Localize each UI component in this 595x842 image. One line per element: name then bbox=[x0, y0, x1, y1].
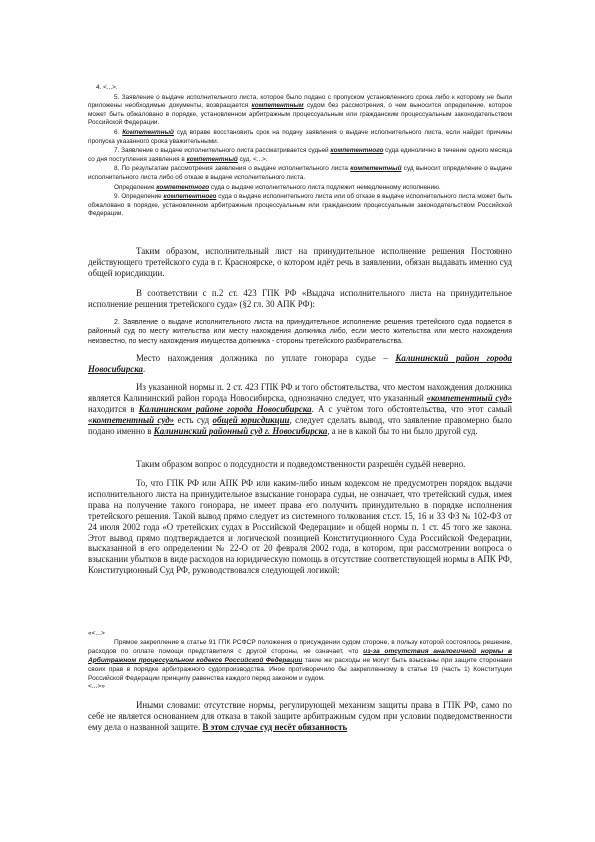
list-item-5 bbox=[88, 94, 512, 128]
text: , следует сделать вывод, что заявление правомерно было подано именно в bbox=[88, 414, 512, 436]
text: находится в bbox=[88, 403, 139, 414]
court-ruling-quote bbox=[88, 630, 512, 692]
keyword-competent: компетентный bbox=[186, 155, 238, 163]
list-item-4: 4. <...>. bbox=[96, 84, 118, 91]
quote-highlight: из-за отсутствия аналогичной нормы в Арбитражном процессуальном кодексе Российской Федерации bbox=[88, 647, 512, 664]
text: судом без рассмотрения, о чем выносится определение, которое может быть обжаловано в порядке, установленном арбитражным процессуальным или гражданским процессуальным законодательством Российской Федерации. bbox=[88, 102, 512, 127]
paragraph-in-other-words bbox=[88, 700, 512, 733]
text: суд вправе восстановить срок на подачу заявления о выдаче исполнительного листа, если найдет причины пропуска указанного срока уважительными. bbox=[88, 128, 513, 145]
paragraph-conclusion-1: Таким образом, исполнительный лист на принудительное исполнение решения Постоянно действующего третейского суда в г. Красноярске, о котором идёт речь в заявлении, обязан выдавать именно суд общей юрисдикции. bbox=[88, 246, 512, 278]
text: суд. <...>. bbox=[237, 155, 268, 163]
text: суда о выдаче исполнительного листа подлежит немедленному исполнению. bbox=[209, 183, 441, 191]
text: 6. bbox=[114, 128, 123, 136]
keyword-competent: компетентного bbox=[330, 147, 384, 155]
list-item-8-cont bbox=[88, 184, 512, 193]
list-item-8 bbox=[88, 165, 512, 182]
text: есть суд bbox=[174, 414, 213, 425]
court-name-highlight: Калининский районный суд г. Новосибирска bbox=[153, 425, 328, 436]
keyword-competent: компетентного bbox=[163, 193, 217, 201]
paragraph-verdict: Таким образом вопрос о подсудности и подведомственности разрешён судьёй неверно. bbox=[136, 459, 466, 469]
keyword-competent: компетентным bbox=[251, 102, 304, 110]
paragraph-article-quote: 2. Заявление о выдаче исполнительного листа на принудительное исполнение решения третейского суда подается в районный суд по месту жительства или месту нахождения должника либо, если место жительства или место нахождения неизвестно, по месту нахождения имущества должника - стороны третейского разбирательства. bbox=[88, 319, 512, 345]
text: суда о выдаче исполнительного листа или об отказе в выдаче исполнительного листа может быть обжаловано в порядке, установленном арбитражным процессуальным или гражданским процессуальным законодательством Российской Федерации. bbox=[88, 193, 512, 218]
text: Иными словами: отсутствие нормы, регулирующей механизм защиты права в ГПК РФ, само по себе не является основанием для отказа в такой защите арбитражным судом при условии подведомственности ему дела о названной защите. bbox=[88, 700, 512, 732]
text: суд выносит определение о выдаче исполнительного листа либо об отказе в выдаче исполнительного листа. bbox=[88, 165, 513, 181]
law-items-block bbox=[88, 84, 512, 219]
text: суда единолично в течение одного месяца со дня поступления заявления в bbox=[88, 147, 513, 163]
keyword-competent-court: «компетентный суд» bbox=[426, 392, 513, 403]
text: 9. Определение bbox=[114, 193, 164, 201]
text: . А с учётом того обстоятельства, что этот самый bbox=[311, 403, 512, 414]
text: такие же расходы не могут быть взысканы при защите сторонами своих прав в порядке арбитражного судопроизводства. Иное противоречило бы закрепленному в статье 19 (часть 1) Конституции Российской Федерации принципу равенства каждого перед законом и судом. bbox=[88, 656, 513, 682]
text: Место нахождения должника по уплате гонорара судье – bbox=[136, 353, 396, 363]
list-item-7 bbox=[88, 147, 512, 164]
text: , а не в какой бы то ни было другой суд. bbox=[327, 425, 478, 436]
district-highlight: Калининском районе города Новосибирска bbox=[138, 403, 312, 414]
paragraph-debtor-location bbox=[88, 353, 512, 375]
keyword-competent: Компетентный bbox=[122, 128, 174, 136]
paragraph-analysis bbox=[88, 382, 512, 437]
list-item-9 bbox=[88, 193, 512, 219]
list-item-6 bbox=[88, 129, 512, 146]
keyword-competent: компетентный bbox=[350, 165, 402, 173]
quote-body bbox=[88, 639, 512, 684]
keyword-competent: компетентного bbox=[156, 183, 210, 191]
obligation-highlight: В этом случае суд несёт обязанность bbox=[202, 721, 348, 732]
quote-open: «<...> bbox=[88, 630, 105, 637]
paragraph-citation-intro: В соответствии с п.2 ст. 423 ГПК РФ «Выдача исполнительного листа на принудительное исполнение решения третейского суда» (§2 гл. 30 АПК РФ): bbox=[88, 288, 512, 309]
district-highlight: Калининский район города Новосибирска bbox=[88, 353, 512, 374]
keyword-competent-court: «компетентный суд» bbox=[88, 414, 175, 425]
quote-close: <...>» bbox=[88, 683, 105, 691]
text: 7. Заявление о выдаче исполнительного листа рассматривается судьей bbox=[114, 147, 331, 155]
text: . bbox=[142, 363, 146, 374]
text: 5. Заявление о выдаче исполнительного листа, которое было подано с пропуском установленного срока либо к которому не были приложены необходимые документы, возвращается bbox=[88, 93, 512, 110]
text: Определение bbox=[114, 183, 157, 191]
keyword-general-jurisdiction: общей юрисдикции bbox=[212, 414, 290, 425]
text: 8. По результатам рассмотрения заявления о выдаче исполнительного листа bbox=[114, 165, 351, 173]
text: Прямое закрепление в статье 91 ГПК РСФСР положения о присуждении судом стороне, в пользу которой состоялось решение, расходов по оплате помощи представителя с другой стороны, не означает, что bbox=[88, 638, 512, 655]
paragraph-reasoning: То, что ГПК РФ или АПК РФ или каким-либо иным кодексом не предусмотрен порядок выдачи исполнительного листа на принудительное взыскание гонорара судьи, не означает, что третейский судья, имея права на получение такого гонорара, не имеет права его получить принудительно в порядке исполнения третейского решения. Такой вывод прямо следует из системного толкования ст.ст. 15, 16 и 33 ФЗ № 102-ФЗ от 24 июля 2002 года «О третейских судах в Российской Федерации» и общей нормы п. 1 ст. 45 того же закона. Этот вывод прямо подтверждается и логической позицией Конституционного Суда Российской Федерации, высказанной в его определении № 22-О от 20 февраля 2002 года, в котором, при рассмотрении вопроса о взыскании убытков в виде расходов на юридическую помощь в отсутствие соответствующей нормы в АПК РФ, Конституционный Суд РФ, руководствовался следующей логикой: bbox=[88, 478, 512, 576]
text: Из указанной нормы п. 2 ст. 423 ГПК РФ и того обстоятельства, что местом нахождения должника является Калининский район города Новосибирска, однозначно следует, что указанный bbox=[88, 382, 512, 403]
